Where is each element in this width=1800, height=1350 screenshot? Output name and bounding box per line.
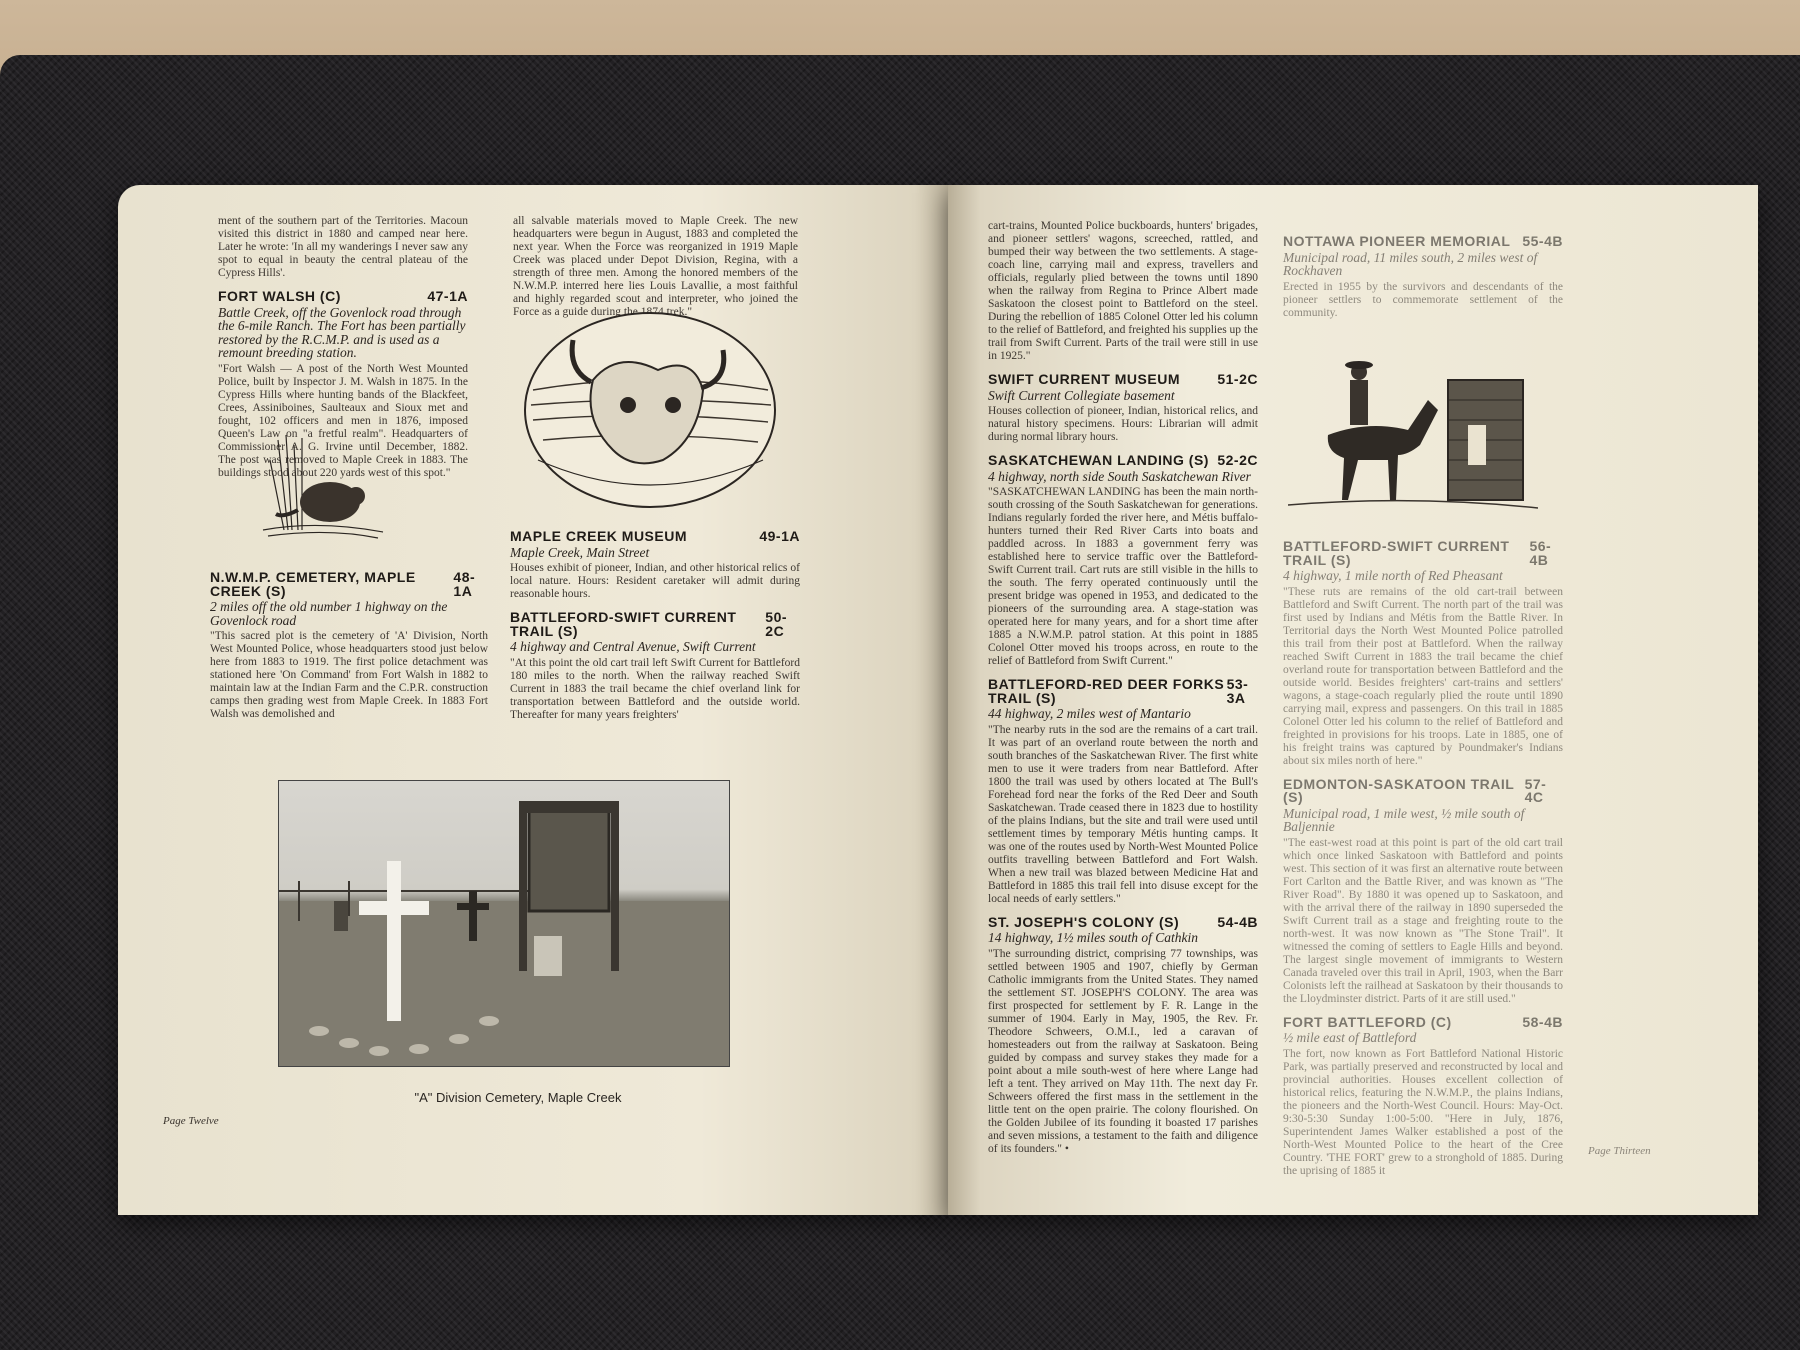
- swift-museum-text: Houses collection of pioneer, Indian, historical relics, and natural history specimens. Hours: Librarian will admit during normal library hours.: [988, 405, 1258, 443]
- left-page-number: Page Twelve: [163, 1115, 219, 1127]
- nottawa-heading: [1283, 235, 1563, 249]
- fort-walsh-code: 47-1A: [427, 288, 468, 304]
- landing-heading: [988, 454, 1258, 468]
- left-col2-intro: all salvable materials moved to Maple Creek. The new headquarters were begun in August, 1883 and completed the next year. When the Force was reorganized in 1919 Maple Creek was placed under Depot Division, Regina, with a strength of three men. Among the honored members of the N.W.M.P. interred here lies Louis Lavallie, a most faithful and highly regarded scout and interpreter, who joined the Force as a guide during the 1874 trek.": [513, 215, 798, 318]
- red-deer-code: 53-3A: [1226, 676, 1249, 706]
- edmonton-heading: [1283, 775, 1563, 805]
- left-column-1-lower: [210, 561, 488, 721]
- museum-text: Houses exhibit of pioneer, Indian, and other historical relics of local nature. Hours: Resident caretaker will admit during reasonable hours.: [510, 562, 800, 600]
- left-intro-text: ment of the southern part of the Territories. Macoun visited this district in 1880 and camped near here. Later he wrote: 'In all my wanderings I never saw any spot to equal in beauty the central plateau of the Cypress Hills'.: [218, 215, 468, 279]
- fort-walsh-location: Battle Creek, off the Govenlock road through the 6-mile Ranch. The Fort has been partially restored by the R.C.M.P. and is used as a remount breeding station.: [218, 304, 466, 360]
- right-column-1: [988, 220, 1258, 1156]
- museum-heading: [510, 530, 800, 544]
- trail-location: 4 highway and Central Avenue, Swift Current: [510, 639, 756, 654]
- landing-code: 52-2C: [1217, 452, 1258, 468]
- cemetery-title: N.W.M.P. CEMETERY, MAPLE CREEK (S): [210, 569, 416, 599]
- museum-location: Maple Creek, Main Street: [510, 544, 650, 560]
- cemetery-location: 2 miles off the old number 1 highway on the Govenlock road: [210, 599, 448, 628]
- right-column-2-lower: [1283, 530, 1563, 1178]
- trail-heading: [510, 611, 800, 638]
- red-deer-text: "The nearby ruts in the sod are the remains of a cart trail. It was part of an overland route between the north and south branches of the Saskatchewan River. The first white men to use it were traders from near Battleford. After 1800 the trail was used by others located at The Bull's Forehead ford near the forks of the Red Deer and South Saskatchewan. Trade ceased there in 1823 due to hostility of the plains Indians, but the site and trail were used until settlement times by temporary Métis hunting camps. It was one of the routes used by North-West Mounted Police outfits travelling between Battleford and Fort Walsh. When a new trail was blazed between Medicine Hat and Battleford in 1885 this trail fell into disuse except for the local needs of early settlers.": [988, 723, 1258, 905]
- trail-code: 50-2C: [765, 609, 788, 639]
- trail-text: "At this point the old cart trail left Swift Current for Battleford 180 miles to the north. When the railway reached Swift Current in 1883 the trail became the chief overland link for transportation between Battleford and the outside world. Thereafter for many years freighters': [510, 656, 800, 721]
- right-page-number: Page Thirteen: [1588, 1145, 1651, 1157]
- red-deer-location: 44 highway, 2 miles west of Mantario: [988, 706, 1191, 721]
- fort-walsh-heading: [218, 290, 468, 304]
- museum-title: MAPLE CREEK MUSEUM: [510, 528, 688, 544]
- red-deer-title: BATTLEFORD-RED DEER FORKS TRAIL (S): [988, 676, 1225, 706]
- right-page: [948, 185, 1758, 1215]
- edmonton-title: EDMONTON-SASKATOON TRAIL (S): [1283, 775, 1515, 805]
- right-intro-text: cart-trains, Mounted Police buckboards, hunters' brigades, and pioneer settlers' wagons, screeched, rattled, and bumped their way between the two settlements. A stage-coach line, carrying mail and express, travellers and officials, regularly plied between the towns until 1890 when the railway from Regina to Prince Albert made Saskatoon the closest point to Battleford on the steel. During the rebellion of 1885 Colonel Otter led his column to the relief of Battleford, and freighted his supplies up the trail from Swift Current. Parts of the trail were still in use in 1925.": [988, 220, 1258, 362]
- fort-battleford-code: 58-4B: [1522, 1013, 1563, 1030]
- bsc-trail-heading: [1283, 540, 1563, 567]
- open-booklet: [118, 185, 1758, 1215]
- museum-code: 49-1A: [759, 528, 800, 544]
- left-page: [118, 185, 948, 1215]
- horse-rider-illustration: [1288, 340, 1538, 525]
- swift-museum-code: 51-2C: [1217, 371, 1258, 387]
- colony-heading: [988, 913, 1258, 930]
- nottawa-title: NOTTAWA PIONEER MEMORIAL: [1283, 233, 1511, 249]
- swift-museum-title: SWIFT CURRENT MUSEUM: [988, 371, 1180, 387]
- cemetery-heading: [210, 571, 488, 598]
- landing-location: 4 highway, north side South Saskatchewan River: [988, 468, 1251, 484]
- cemetery-code: 48-1A: [453, 569, 476, 599]
- fort-walsh-text: "Fort Walsh — A post of the North West Mounted Police, built by Inspector J. M. Walsh in 1875. In the Cypress Hills where hunting bands of the Blackfeet, Crees, Assiniboines, Saulteaux and Sioux met and fought, 102 officers and men in 1876, imposed Queen's Law on "a fretful realm". Headquarters of Commissioner A. G. Irvine until December, 1882. The post was removed to Maple Creek in 1883. The buildings stood about 220 yards west of this spot.": [218, 362, 468, 479]
- buffalo-skull-drawing: [523, 310, 778, 510]
- left-column-2-lower: [510, 520, 800, 722]
- bsc-trail-title: BATTLEFORD-SWIFT CURRENT TRAIL (S): [1283, 538, 1510, 568]
- beaver-illustration: [258, 430, 388, 540]
- trail-title: BATTLEFORD-SWIFT CURRENT TRAIL (S): [510, 609, 737, 639]
- nottawa-code: 55-4B: [1522, 233, 1563, 249]
- swift-museum-location: Swift Current Collegiate basement: [988, 387, 1175, 403]
- nottawa-location: Municipal road, 11 miles south, 2 miles west of Rockhaven: [1283, 249, 1538, 278]
- beaver-drawing: [258, 430, 388, 540]
- fort-battleford-heading: [1283, 1013, 1563, 1030]
- red-deer-heading: [988, 678, 1258, 705]
- photo-caption: "A" Division Cemetery, Maple Creek: [414, 1090, 622, 1105]
- swift-museum-heading: [988, 373, 1258, 387]
- horse-rider-drawing: [1288, 340, 1538, 525]
- fort-battleford-location: ½ mile east of Battleford: [1283, 1030, 1417, 1045]
- edmonton-text: "The east-west road at this point is part of the old cart trail which once linked Saskatoon with Battleford and points west. This section of it was first an alternative route between Fort Carlton and the Battle River, and was known as "The River Road". By 1880 it was opened up to Saskatoon, and with the arrival there of the railway in 1890 superseded the Swift Current trail as a stage and freighting route to the north-west. It was now known as "The Stone Trail". It witnessed the coming of settlers to Eagle Hills and beyond. The largest single movement of immigrants to Western Canada traveled over this trail in April, 1903, when the Barr Colonists left the railhead at Saskatoon by their thousands to the Lloydminster district. Parts of it are still used.": [1283, 836, 1563, 1005]
- fort-battleford-title: FORT BATTLEFORD (C): [1283, 1013, 1452, 1030]
- colony-location: 14 highway, 1½ miles south of Cathkin: [988, 930, 1199, 945]
- colony-title: ST. JOSEPH'S COLONY (S): [988, 913, 1180, 930]
- bsc-trail-code: 56-4B: [1529, 538, 1552, 568]
- fort-walsh-title: FORT WALSH (C): [218, 288, 341, 304]
- bsc-trail-location: 4 highway, 1 mile north of Red Pheasant: [1283, 568, 1503, 583]
- colony-text: "The surrounding district, comprising 77 townships, was settled between 1905 and 1907, chiefly by German Catholic immigrants from the United States. They named the settlement ST. JOSEPH'S COLONY. The area was first prospected for settlement by F. R. Lange in the summer of 1904. Early in May, 1905, the Rev. Fr. Theodore Schweers, O.M.I., led a caravan of homesteaders out from the railway at Saskatoon. Being guided by compass and survey stakes they made for a point about a mile south-west of here where Lange had left a tent. They arrived on May 11th. The next day Fr. Schweers offered the first mass in the settlement in the little tent on the open prairie. The colony flourished. On the Golden Jubilee of its founding it boasted 17 parishes and seven missions, a testament to the faith and diligence of its founders." •: [988, 947, 1258, 1155]
- colony-code: 54-4B: [1217, 913, 1258, 930]
- edmonton-location: Municipal road, 1 mile west, ½ mile south of Baljennie: [1283, 805, 1525, 834]
- right-column-2: [1283, 225, 1563, 320]
- fort-battleford-text: The fort, now known as Fort Battleford National Historic Park, was partially preserved and reconstructed by local and provincial authorities. Houses excellent collection of historical relics, featuring the N.W.M.P., the plains Indians, the pioneers and the North-West Council. Hours: May-Oct. 9:30-5:30 Sunday 1:00-5:00. "Here in July, 1876, Superintendent James Walker established a post of the North-West Mounted Police to the heart of the Cree Country. 'THE FORT' grew to a stronghold of 1885. During the uprising of 1885 it: [1283, 1047, 1563, 1177]
- buffalo-skull-illustration: [523, 310, 778, 510]
- cemetery-photo-drawing: [279, 781, 729, 1066]
- cemetery-photo: [278, 780, 730, 1067]
- bsc-trail-text: "These ruts are remains of the old cart-trail between Battleford and Swift Current. The north part of the trail was first used by Indians and Métis from the Battle River. In Territorial days the North West Mounted Police patrolled this trail from their post at Battleford. When the railway reached Swift Current in 1883 the trail became the chief overland route for transportation between Battleford and the outside world. Besides freighters' cart-trains and settlers' wagons, a stage-coach regularly plied the route until 1890 carrying mail, express and passengers. On this trail in 1885 Colonel Otter led his column to the relief of Battleford and freighted in provisions for his troops. Late in 1885, one of his freight trains was captured by Poundmaker's Indians about six miles north of here.": [1283, 585, 1563, 767]
- cemetery-text: "This sacred plot is the cemetery of 'A' Division, North West Mounted Police, whose headquarters stood just below here from 1883 to 1919. The first police detachment was stationed here 'On Command' from Fort Walsh in 1882 to maintain law at the Indian Farm and the C.P.R. construction camps then grading west from Maple Creek. In 1883 Fort Walsh was demolished and: [210, 630, 488, 720]
- left-column-2: [513, 215, 798, 319]
- landing-text: "SASKATCHEWAN LANDING has been the main north-south crossing of the South Saskatchewan for generations. Indians regularly forded the river here, and Métis buffalo-hunters turned their Red River Carts into boats and paddled across. In 1883 a government ferry was established here to service traffic over the Battleford-Swift Current trail. Cart ruts are still visible in the hills to the south. The ferry operated continuously until the present bridge was opened in 1953, and dedicated to the pioneers of the surrounding area. A stage-station was operated here for many years, and for a short time after 1885 a N.W.M.P. patrol station. At this point in 1885 Colonel Otter moved his troops across, en route to the relief of Battleford from Swift Current.": [988, 486, 1258, 667]
- landing-title: SASKATCHEWAN LANDING (S): [988, 452, 1209, 468]
- edmonton-code: 57-4C: [1524, 775, 1547, 805]
- nottawa-text: Erected in 1955 by the survivors and descendants of the pioneer settlers to commemorate settlement of the community.: [1283, 280, 1563, 319]
